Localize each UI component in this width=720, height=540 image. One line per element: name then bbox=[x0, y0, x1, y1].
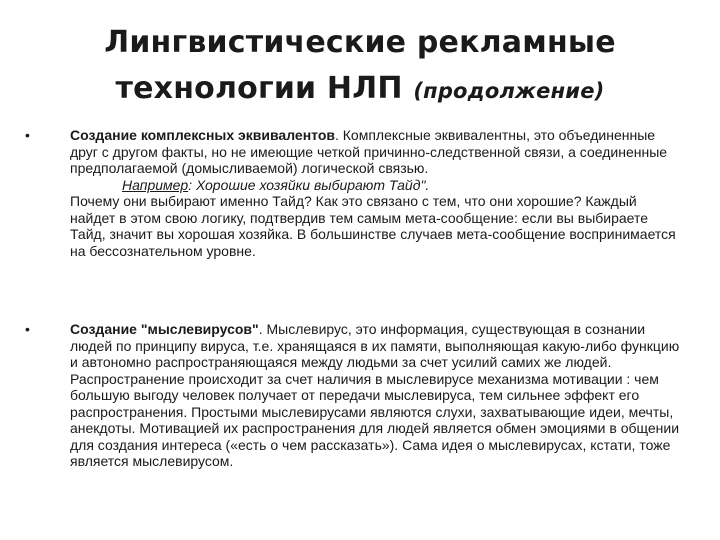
slide-title bbox=[60, 20, 660, 114]
title-subtitle: (продолжение) bbox=[413, 79, 605, 103]
bullet-marker: • bbox=[25, 127, 30, 143]
bullet-text: . Комплексные эквивалентны, это объединенные друг с другом факты, но не имеющие четкой причинно-следственной связи, а соединенные предполагаемой (домысливаемой) логической связью. bbox=[70, 127, 668, 176]
bullet-text: . Мыслевирус, это информация, существующая в сознании людей по принципу вируса, т.е. хранящаяся в их памяти, выполняющая какую-либо функцию и автономно распространяющаяся между людьми за счет усилий самих же людей. Распространение происходит за счет наличия в мыслевирусе механизма мотивации : чем большую выгоду человек получает от передачи мыслевируса, тем сильнее эффект его распространения. Простыми мыслевирусами являются слухи, захватывающие идеи, мечты, анекдоты. Мотивацией их распространения для людей является обмен эмоциями в общении для создания интереса («есть о чем рассказать»). Сама идея о мыслевирусах, кстати, тоже является мыслевирусом. bbox=[70, 321, 680, 469]
example-label: Например bbox=[122, 176, 189, 193]
example-line bbox=[70, 177, 684, 194]
bullet-thought-viruses bbox=[25, 321, 684, 470]
bullet-complex-equivalents bbox=[25, 127, 684, 259]
title-line-1: Лингвистические рекламные bbox=[104, 25, 616, 60]
title-line-2 bbox=[60, 66, 660, 114]
bullet-term: Создание комплексных эквивалентов bbox=[70, 127, 335, 143]
bullet-term: Создание "мыслевирусов" bbox=[70, 321, 259, 337]
bullet-paragraph bbox=[70, 127, 684, 177]
bullet-continuation: Почему они выбирают именно Тайд? Как это связано с тем, что они хорошие? Каждый найдет в этом свою логику, подтвердив тем самым мета-сообщение: если вы выбираете Тайд, значит вы хорошая хозяйка. В большинстве случаев мета-сообщение воспринимается на бессознательном уровне. bbox=[70, 193, 676, 259]
bullet-paragraph bbox=[70, 321, 684, 470]
bullet-marker: • bbox=[25, 321, 30, 337]
example-text: : Хорошие хозяйки выбирают Тайд". bbox=[188, 176, 430, 193]
title-line-2-main: технологии НЛП bbox=[115, 71, 403, 106]
